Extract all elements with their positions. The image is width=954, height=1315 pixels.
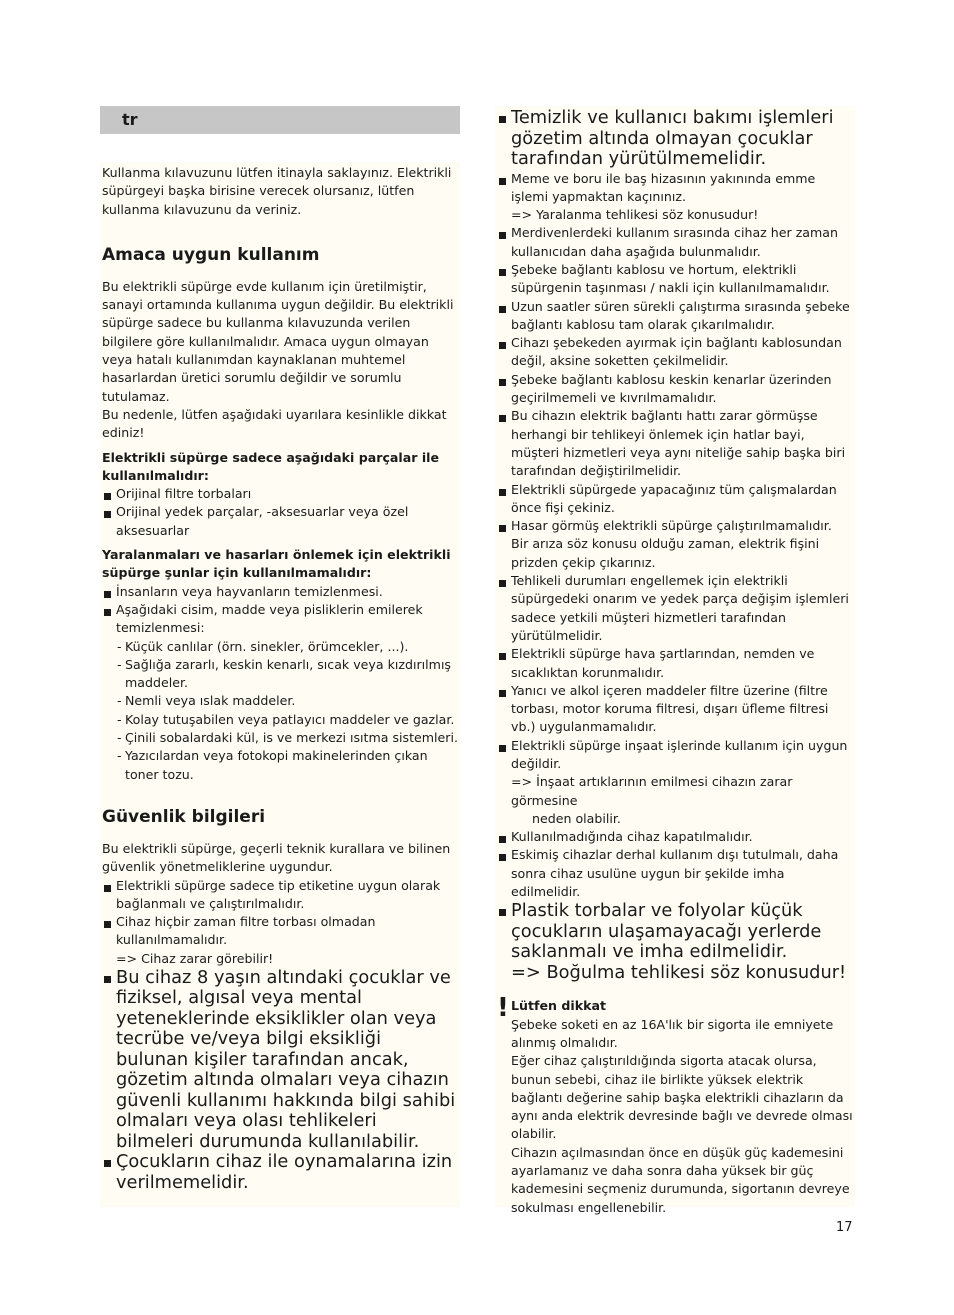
left-column xyxy=(100,162,460,1207)
dash-item: - Yazıcılardan veya fotokopi makinelerinden çıkan toner tozu. xyxy=(102,747,458,784)
intro-text: Kullanma kılavuzunu lütfen itinayla saklayınız. Elektrikli süpürgeyi başka birisine verecek olursanız, lütfen kullanma kılavuzunu da veriniz. xyxy=(102,165,452,217)
arrow-note: => Cihaz zarar görebilir! xyxy=(116,950,274,966)
arrow-note: => İnşaat artıklarının emilmesi cihazın zarar görmesine xyxy=(511,774,793,808)
list-item: Şebeke bağlantı kablosu keskin kenarlar üzerinden geçirilmemeli ve kıvrılmamalıdır. xyxy=(497,371,853,408)
section-title-intended-use: Amaca uygun kullanım xyxy=(102,244,320,265)
list-item: Hasar görmüş elektrikli süpürge çalıştırılmamalıdır. Bir arıza söz konusu olduğu zaman, elektrik fişini prizden çekip çıkarınız. xyxy=(497,517,853,572)
list-item: Bu cihazın elektrik bağlantı hattı zarar görmüşse herhangi bir tehlikeyi önlemek için hatlar bayi, müşteri hizmetleri veya aynı niteliğe sahip başka biri tarafından değiştirilmelidir. xyxy=(497,407,853,480)
dash-item: - Küçük canlılar (örn. sinekler, örümcekler, ...). xyxy=(102,638,458,656)
large-list-item: Bu cihaz 8 yaşın altındaki çocuklar ve fiziksel, algısal veya mental yeteneklerinde eksiklikler olan veya tecrübe ve/veya bilgi eksikliği bulunan kişiler tarafından ancak, gözetim altında olmaları veya cihazın güvenli kullanımı hakkında bilgi sahibi olmaları veya olası tehlikeleri bilmeleri durumunda kullanılabilir. xyxy=(102,968,458,1153)
arrow-note: => Yaralanma tehlikesi söz konusudur! xyxy=(511,207,759,223)
section-title-safety: Güvenlik bilgileri xyxy=(102,806,266,827)
list-item: Cihaz hiçbir zaman filtre torbası olmadan kullanılmamalıdır. xyxy=(102,913,458,950)
list-item: Aşağıdaki cisim, madde veya pisliklerin emilerek temizlenmesi: xyxy=(102,601,458,638)
list-item: Tehlikeli durumları engellemek için elektrikli süpürgedeki onarım ve yedek parça değişim işlemleri sadece yetkili müşteri hizmetleri tarafından yürütülmelidir. xyxy=(497,572,853,645)
large-list-item: Plastik torbalar ve folyolar küçük çocukların ulaşamayacağı yerlerde saklanmalı ve imha edilmelidir. xyxy=(497,901,853,963)
attention-box xyxy=(497,993,853,1217)
attention-title: Lütfen dikkat xyxy=(511,998,606,1014)
right-column xyxy=(495,106,855,1215)
forbid-heading: Yaralanmaları ve hasarları önlemek için elektrikli süpürge şunlar için kullanılmamalıdır: xyxy=(102,547,451,581)
page-number: 17 xyxy=(836,1220,853,1235)
list-item: Meme ve boru ile baş hizasının yakınında emme işlemi yapmaktan kaçınınız. xyxy=(497,170,853,207)
list-item: Merdivenlerdeki kullanım sırasında cihaz her zaman kullanıcıdan daha aşağıda bulunmalıdır. xyxy=(497,224,853,261)
intended-use-warning: Bu nedenle, lütfen aşağıdaki uyarılara kesinlikle dikkat ediniz! xyxy=(102,406,447,441)
dash-item: - Nemli veya ıslak maddeler. xyxy=(102,692,458,710)
list-item: Şebeke bağlantı kablosu ve hortum, elektrikli süpürgenin taşınması / nakli için kullanılmamalıdır. xyxy=(497,261,853,298)
list-item: Kullanılmadığında cihaz kapatılmalıdır. xyxy=(497,828,853,846)
list-item: Elektrikli süpürge inşaat işlerinde kullanım için uygun değildir. xyxy=(497,737,853,774)
attention-paragraph: Cihazın açılmasından önce en düşük güç kademesini ayarlamanız ve daha sonra daha yüksek bir güç kademesini seçmeniz durumunda, sigortanın devreye sokulması engellenebilir. xyxy=(511,1144,850,1215)
list-item: Orijinal filtre torbaları xyxy=(102,485,458,503)
list-item: Yanıcı ve alkol içeren maddeler filtre üzerine (filtre torbası, motor koruma filtresi, dışarı üfleme filtresi vb.) uygulanmamalıdır. xyxy=(497,682,853,737)
parts-heading: Elektrikli süpürge sadece aşağıdaki parçalar ile kullanılmalıdır: xyxy=(102,449,439,483)
dash-item: - Sağlığa zararlı, keskin kenarlı, sıcak veya kızdırılmış maddeler. xyxy=(102,656,458,693)
safety-paragraph: Bu elektrikli süpürge, geçerli teknik kurallara ve bilinen güvenlik yönetmeliklerine uygundur. xyxy=(102,840,451,875)
large-list-item: Temizlik ve kullanıcı bakımı işlemleri gözetim altında olmayan çocuklar tarafından yürütülmemelidir. xyxy=(497,108,853,170)
arrow-note-continued: neden olabilir. xyxy=(532,810,621,826)
intended-use-paragraph: Bu elektrikli süpürge evde kullanım için üretilmiştir, sanayi ortamında kullanıma uygun değildir. Bu elektrikli süpürge sadece bu kullanma kılavuzunda verilen bilgilere göre kullanılmalıdır. Amaca uygun olmayan veya hatalı kullanımdan kaynaklanan muhtemel hasarlardan üretici sorumlu değildir ve sorumlu tutulamaz. xyxy=(102,278,454,404)
list-item: İnsanların veya hayvanların temizlenmesi. xyxy=(102,583,458,601)
list-item: Uzun saatler süren sürekli çalıştırma sırasında şebeke bağlantı kablosu tam olarak çıkarılmalıdır. xyxy=(497,298,853,335)
dash-item: - Kolay tutuşabilen veya patlayıcı maddeler ve gazlar. xyxy=(102,711,458,729)
attention-paragraph: Eğer cihaz çalıştırıldığında sigorta atacak olursa, bunun sebebi, cihaz ile birlikte yüksek elektrik bağlantı değerine sahip başka elektrikli cihazların da aynı anda elektrik devresinde bağlı ve devrede olması olabilir. xyxy=(511,1053,853,1142)
list-item: Elektrikli süpürgede yapacağınız tüm çalışmalardan önce fişi çekiniz. xyxy=(497,481,853,518)
attention-paragraph: Şebeke soketi en az 16A'lık bir sigorta ile emniyete alınmış olmalıdır. xyxy=(511,1016,834,1050)
list-item: Orijinal yedek parçalar, -aksesuarlar veya özel aksesuarlar xyxy=(102,503,458,540)
exclamation-icon: ! xyxy=(497,993,509,1024)
list-item: Eskimiş cihazlar derhal kullanım dışı tutulmalı, daha sonra cihaz usulüne uygun bir şekilde imha edilmelidir. xyxy=(497,846,853,901)
list-item: Elektrikli süpürge hava şartlarından, nemden ve sıcaklıktan korunmalıdır. xyxy=(497,645,853,682)
large-list-item: Çocukların cihaz ile oynamalarına izin verilmemelidir. xyxy=(102,1152,458,1193)
language-tag: tr xyxy=(100,106,460,134)
list-item: Cihazı şebekeden ayırmak için bağlantı kablosundan değil, aksine soketten çekilmelidir. xyxy=(497,334,853,371)
list-item: Elektrikli süpürge sadece tip etiketine uygun olarak bağlanmalı ve çalıştırılmalıdır. xyxy=(102,877,458,914)
large-arrow-note: => Boğulma tehlikesi söz konusudur! xyxy=(511,961,847,983)
dash-item: - Çinili sobalardaki kül, is ve merkezi ısıtma sistemleri. xyxy=(102,729,458,747)
